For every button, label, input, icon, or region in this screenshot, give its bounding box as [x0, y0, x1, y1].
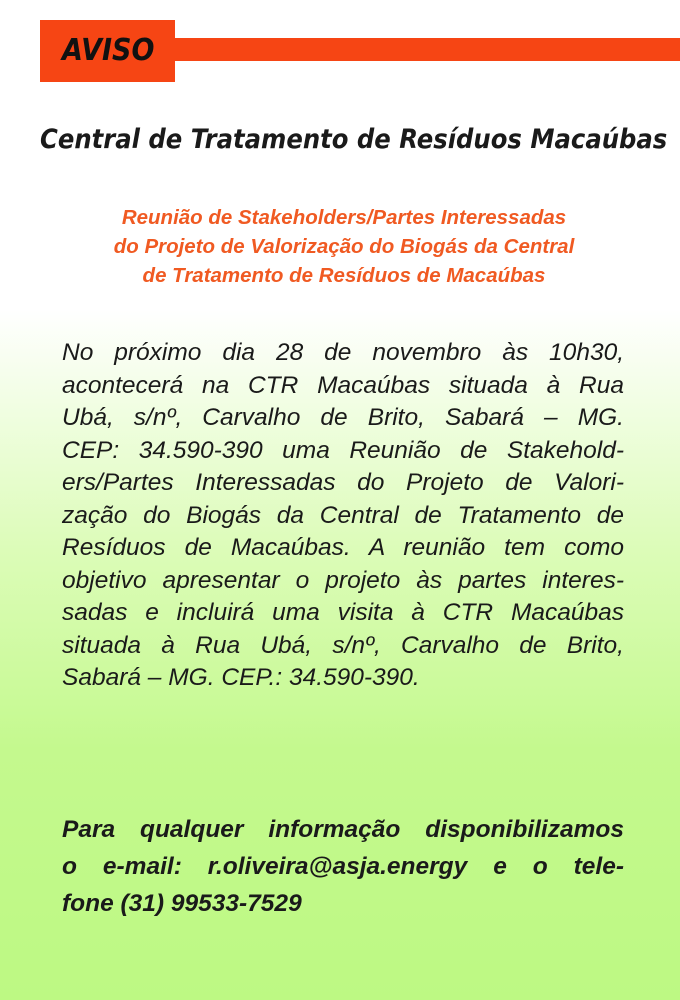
contact-line: o e-mail: r.oliveira@asja.energy e o tele-	[62, 853, 624, 880]
body-line: zação do Biogás da Central de Tratamento de	[62, 501, 624, 529]
body-line: ers/Partes Interessadas do Projeto de Valori-	[62, 469, 624, 496]
subtitle-line: do Projeto de Valorização do Biogás da Central	[113, 235, 575, 258]
body-line: No próximo dia 28 de novembro às 10h30,	[62, 339, 624, 366]
body-line: Resíduos de Macaúbas. A reunião tem como	[62, 534, 624, 561]
subtitle-line: de Tratamento de Resíduos de Macaúbas	[142, 264, 546, 287]
contact-info	[62, 811, 624, 922]
body-line: sadas e incluirá uma visita à CTR Macaúbas	[62, 599, 624, 626]
body-line: CEP: 34.590-390 uma Reunião de Stakehold-	[62, 436, 624, 464]
announcement-body	[62, 337, 624, 695]
body-line: situada à Rua Ubá, s/nº, Carvalho de Brito,	[62, 631, 624, 659]
contact-line: Para qualquer informação disponibilizamos	[62, 816, 624, 843]
page-title: Central de Tratamento de Resíduos Macaúbas	[40, 124, 668, 155]
meeting-subtitle	[44, 203, 644, 290]
banner-label: AVISO	[62, 33, 155, 68]
body-line: objetivo apresentar o projeto às partes interes-	[62, 566, 624, 594]
subtitle-line: Reunião de Stakeholders/Partes Interessadas	[121, 206, 567, 229]
body-line: Sabará – MG. CEP.: 34.590-390.	[62, 664, 420, 691]
body-line: acontecerá na CTR Macaúbas situada à Rua	[62, 371, 624, 399]
body-line: Ubá, s/nº, Carvalho de Brito, Sabará – MG.	[62, 404, 624, 431]
banner-stripe	[175, 38, 680, 61]
contact-line: fone (31) 99533-7529	[62, 890, 302, 917]
